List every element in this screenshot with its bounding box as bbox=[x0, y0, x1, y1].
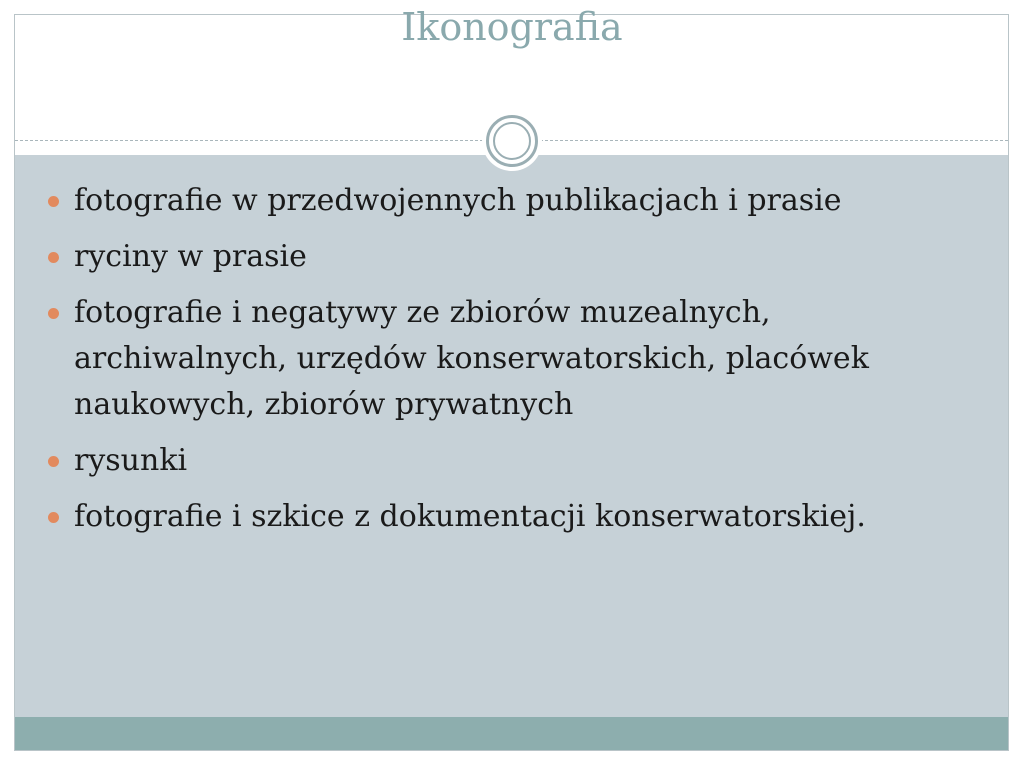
bullet-text: rysunki bbox=[74, 443, 188, 478]
list-item bbox=[44, 290, 984, 428]
bullet-icon bbox=[48, 252, 59, 263]
list-item bbox=[44, 494, 984, 540]
bullet-icon bbox=[48, 456, 59, 467]
bullet-text: ryciny w prasie bbox=[74, 239, 307, 274]
slide-title: Ikonografia bbox=[401, 5, 623, 49]
list-item bbox=[44, 234, 984, 280]
list-item bbox=[44, 438, 984, 484]
bullet-text: fotografie w przedwojennych publikacjach i prasie bbox=[74, 183, 842, 218]
bullet-text: fotografie i szkice z dokumentacji konserwatorskiej. bbox=[74, 499, 866, 534]
bullet-icon bbox=[48, 196, 59, 207]
bullet-text: fotografie i negatywy ze zbiorów muzealnych, archiwalnych, urzędów konserwatorskich, placówek naukowych, zbiorów prywatnych bbox=[74, 295, 869, 422]
footer-band bbox=[15, 717, 1008, 750]
bullet-icon bbox=[48, 512, 59, 523]
bullet-list bbox=[44, 178, 984, 550]
bullet-icon bbox=[48, 308, 59, 319]
list-item bbox=[44, 178, 984, 224]
ornament-inner-ring bbox=[493, 122, 531, 160]
